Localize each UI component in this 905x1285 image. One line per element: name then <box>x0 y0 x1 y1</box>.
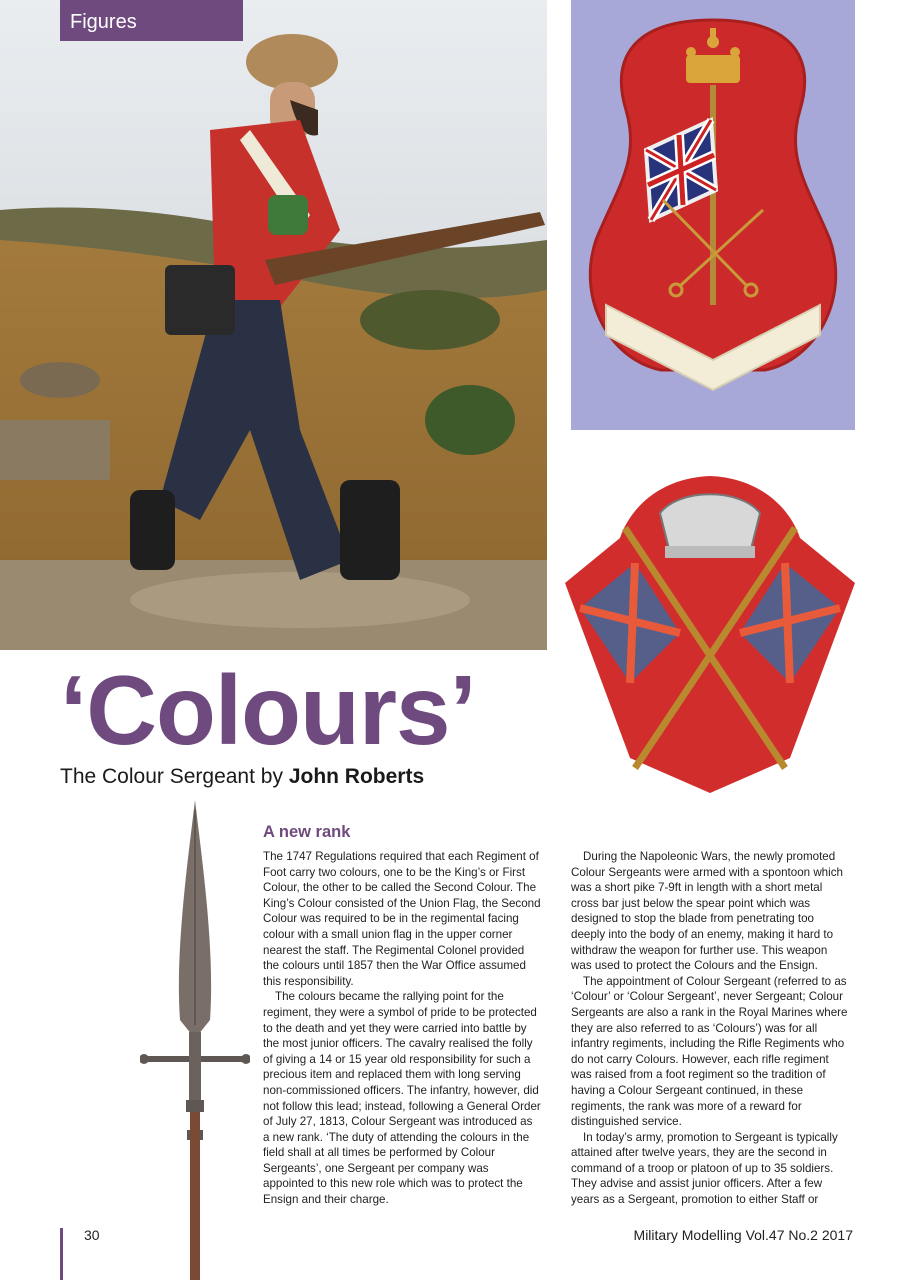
article-subtitle <box>60 765 424 789</box>
paragraph: The appointment of Colour Sergeant (referred to as ‘Colour’ or ‘Colour Sergeant’, never Sergeant; Colour Sergeants are also a rank in the Royal Marines where they are also referred to as ‘Colours’) was for all infantry regiments, including the Rifle Regiments who do not carry Colours. However, each rifle regiment was raised from a foot regiment so the tradition of having a Colour Sergeant continued, in these regiments, the rank was more of a reward for distinguished service. <box>571 974 848 1129</box>
footer-accent-bar <box>60 1228 63 1280</box>
colour-sergeant-badge-chevron <box>571 0 855 430</box>
page-number: 30 <box>84 1227 100 1243</box>
section-heading: A new rank <box>263 823 351 841</box>
paragraph: The colours became the rallying point for the regiment, they were a symbol of pride to be protected to the death and yet they were carried into battle by the most junior officers. The cavalry realised the folly of giving a 14 or 15 year old responsibility for such a precious item and replaced them with long serving non-commissioned officers. The infantry, however, did not follow this lead; instead, following a General Order of July 27, 1813, Colour Sergeant was introduced as a new rank. ‘The duty of attending the colours in the field shall at all times be performed by Colour Sergeants’, one Sergeant per company was appointed to this new role which was to protect the Ensign and their charge. <box>263 990 541 1207</box>
spontoon-icon <box>140 800 250 1280</box>
author-name: John Roberts <box>288 765 425 788</box>
crown-icon <box>660 494 760 558</box>
text-column-1 <box>263 849 541 1208</box>
magazine-info: Military Modelling Vol.47 No.2 2017 <box>633 1227 853 1243</box>
paragraph: During the Napoleonic Wars, the newly promoted Colour Sergeants were armed with a spontoon which was a short pike 7-9ft in length with a short metal cross bar just below the spear point which was designed to stop the blade from penetrating too deeply into the body of an enemy, making it hard to withdraw the weapon for further use. This weapon was used to protect the Colours and the Ensign. <box>571 850 843 973</box>
figure-photo <box>0 0 547 650</box>
subtitle-prefix: The Colour Sergeant by <box>60 765 283 788</box>
paragraph: The 1747 Regulations required that each Regiment of Foot carry two colours, one to be the King’s or First Colour, the other to be called the Second Colour. The King’s Colour consisted of the Union Flag, the Second Colour was required to be in the regimental facing colour with a small union flag in the upper corner nearest the staff. The Regimental Colonel provided the colours until 1857 then the War Office assumed this responsibility. <box>263 850 541 988</box>
spontoon-image <box>140 800 250 1280</box>
colour-sergeant-badge-flags <box>560 468 860 798</box>
paragraph: In today’s army, promotion to Sergeant is typically attained after twelve years, they are the second in command of a troop or platoon of up to 35 soldiers. They advise and assist junior officers. After a few years as a Sergeant, promotion to either Staff or <box>571 1130 838 1207</box>
text-column-2 <box>571 849 849 1208</box>
article-title: ‘Colours’ <box>60 655 476 765</box>
section-tab: Figures <box>60 0 243 41</box>
